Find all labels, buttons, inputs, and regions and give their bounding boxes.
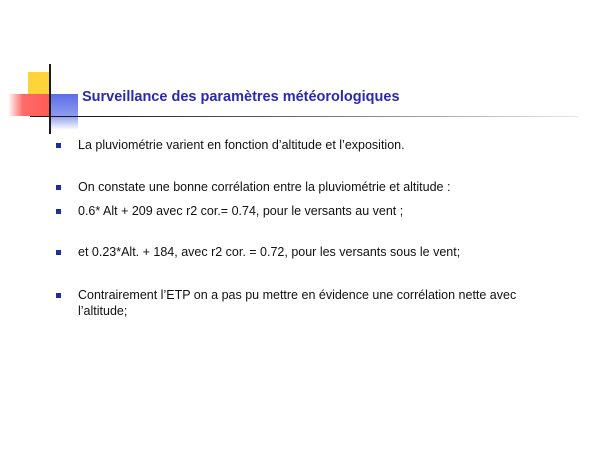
bullet-icon bbox=[56, 293, 61, 298]
decorative-red-bar bbox=[8, 94, 50, 116]
decorative-blue-block bbox=[50, 94, 78, 130]
decorative-vertical-line bbox=[49, 64, 51, 134]
bullet-text: 0.6* Alt + 209 avec r2 cor.= 0.74, pour le versants au vent ; bbox=[78, 204, 404, 218]
bullet-icon bbox=[56, 143, 61, 148]
bullet-icon bbox=[56, 185, 61, 190]
bullet-text: On constate une bonne corrélation entre la pluviométrie et altitude : bbox=[78, 180, 451, 194]
bullet-icon bbox=[56, 250, 61, 255]
bullet-icon bbox=[56, 209, 61, 214]
decorative-yellow-square bbox=[28, 72, 50, 94]
bullet-text: et 0.23*Alt. + 184, avec r2 cor. = 0.72, pour les versants sous le vent; bbox=[78, 245, 461, 259]
bullet-text: La pluviométrie varient en fonction d’altitude et l’exposition. bbox=[78, 138, 405, 152]
slide-title: Surveillance des paramètres météorologiques bbox=[82, 89, 400, 105]
bullet-text: Contrairement l’ETP on a pas pu mettre en évidence une corrélation nette avec l’altitude; bbox=[78, 288, 517, 318]
title-underline bbox=[30, 116, 578, 117]
